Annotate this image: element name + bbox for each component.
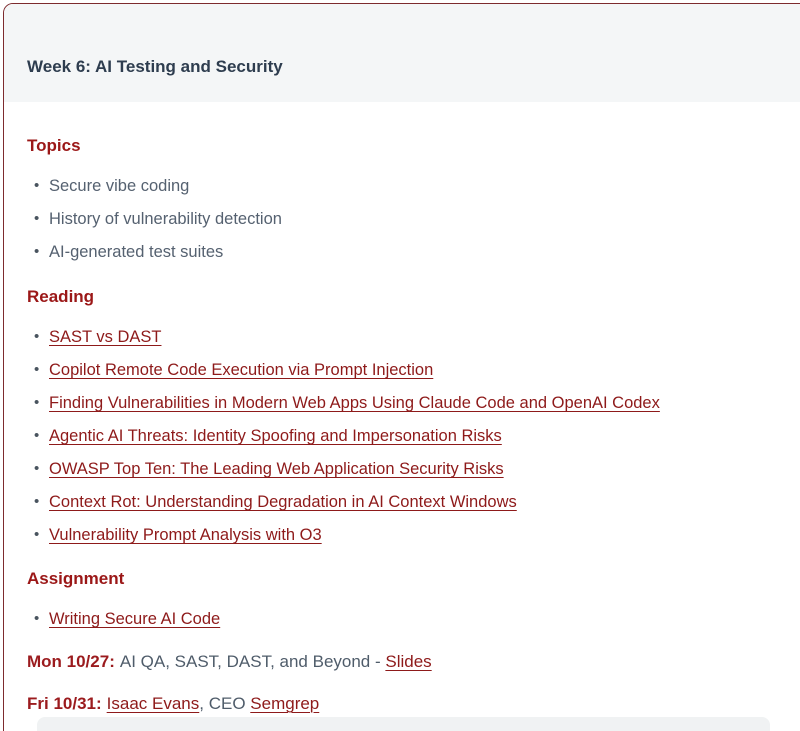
list-item: [27, 426, 798, 446]
list-item: [27, 525, 798, 545]
schedule-line-fri: [27, 693, 798, 714]
reading-link[interactable]: SAST vs DAST: [49, 328, 162, 346]
next-card-header-peek: [37, 717, 770, 731]
speaker-link[interactable]: Isaac Evans: [106, 694, 200, 713]
org-link[interactable]: Semgrep: [250, 694, 320, 713]
card-header: [4, 4, 800, 102]
reading-link[interactable]: OWASP Top Ten: The Leading Web Application Security Risks: [49, 460, 504, 478]
schedule-date: Mon 10/27:: [27, 652, 115, 671]
list-item: [27, 327, 798, 347]
schedule-date: Fri 10/31:: [27, 694, 102, 713]
assignment-link[interactable]: Writing Secure AI Code: [49, 610, 221, 628]
reading-link[interactable]: Context Rot: Understanding Degradation in AI Context Windows: [49, 493, 517, 511]
list-item: [27, 459, 798, 479]
reading-heading: Reading: [27, 287, 95, 306]
list-item: [27, 393, 798, 413]
topic-item: • History of vulnerability detection: [27, 209, 798, 229]
schedule-text: AI QA, SAST, DAST, and Beyond -: [119, 652, 386, 671]
schedule-text: , CEO: [199, 694, 251, 713]
reading-link[interactable]: Vulnerability Prompt Analysis with O3: [49, 526, 322, 544]
reading-link[interactable]: Agentic AI Threats: Identity Spoofing and Impersonation Risks: [49, 427, 502, 445]
topic-item: • Secure vibe coding: [27, 176, 798, 196]
slides-link[interactable]: Slides: [385, 652, 432, 671]
week-card: [3, 3, 800, 731]
assignment-list: [27, 609, 798, 629]
reading-link[interactable]: Copilot Remote Code Execution via Prompt Injection: [49, 361, 434, 379]
topics-list: [27, 176, 798, 262]
reading-list: [27, 327, 798, 545]
assignment-heading: Assignment: [27, 569, 125, 588]
topics-heading: Topics: [27, 136, 81, 155]
topic-item: • AI-generated test suites: [27, 242, 798, 262]
schedule-line-mon: [27, 651, 798, 672]
list-item: [27, 360, 798, 380]
card-title: Week 6: AI Testing and Security: [27, 57, 283, 76]
reading-link[interactable]: Finding Vulnerabilities in Modern Web Apps Using Claude Code and OpenAI Codex: [49, 394, 660, 412]
list-item: [27, 492, 798, 512]
list-item: [27, 609, 798, 629]
card-body: [4, 136, 800, 714]
